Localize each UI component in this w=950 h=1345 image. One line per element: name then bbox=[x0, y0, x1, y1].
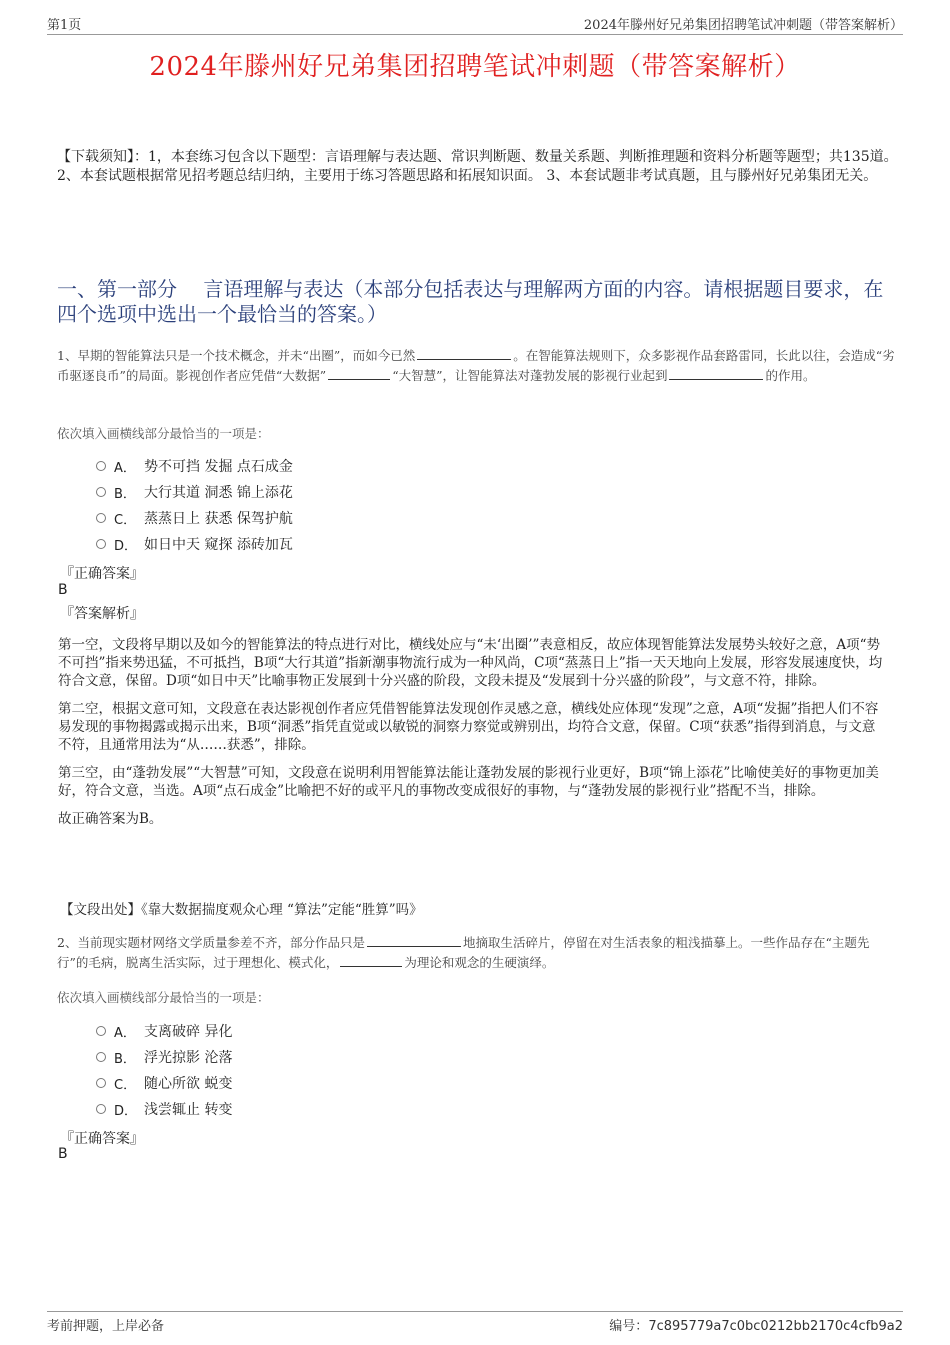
document-title: 2024年滕州好兄弟集团招聘笔试冲刺题（带答案解析） bbox=[149, 52, 801, 82]
analysis-paragraph: 第一空，文段将早期以及如今的智能算法的特点进行对比，横线处应与“未‘出圈’”表意相反，故应体现智能算法发展势头较好之意，A项“势不可挡”指来势迅猛，不可抵挡，B项“大行其道”指新潮事物流行成为一种风尚，C项“蒸蒸日上”指一天天地向上发展，形容发展速度快，均符合文意，保留。D项“如日中天”比喻事物正发展到十分兴盛的阶段，文段未提及“发展到十分兴盛的阶段”，与文意不符，排除。 bbox=[58, 637, 883, 689]
analysis-paragraph: 第二空，根据文意可知，文段意在表达影视创作者应凭借智能算法发现创作灵感之意，横线处应体现“发现”之意，A项“发掘”指把人们不容易发现的事物揭露或揭示出来，B项“洞悉”指凭直觉或以敏锐的洞察力察觉或辨别出，均符合文意，保留。C项“获悉”指得到消息，与文意不符，且通常用法为“从……获悉”，排除。 bbox=[58, 701, 879, 753]
option-a[interactable]: A． 势不可挡 发掘 点石成金 bbox=[96, 453, 293, 479]
question-text: 的作用。 bbox=[765, 368, 816, 383]
section-title: 一、第一部分 言语理解与表达（本部分包括表达与理解两方面的内容。请根据题目要求，在四个选项中选出一个最恰当的答案。） bbox=[57, 277, 884, 326]
question-1-stem bbox=[57, 346, 900, 386]
question-text: 地摘取生活碎片，停留在对生活表象的粗浅描摹上。一些作品存在“主题先行”的毛病，脱离生活实际，过于理想化、模式化， bbox=[57, 935, 870, 970]
radio-icon[interactable] bbox=[96, 461, 106, 471]
page-number: 第1页 bbox=[47, 18, 82, 33]
option-b[interactable]: B． 浮光掠影 沦落 bbox=[96, 1044, 232, 1070]
question-text: 为理论和观念的生硬演绎。 bbox=[404, 955, 555, 970]
option-a[interactable]: A． 支离破碎 异化 bbox=[96, 1018, 232, 1044]
option-c[interactable]: C． 蒸蒸日上 获悉 保驾护航 bbox=[96, 505, 293, 531]
fill-blank bbox=[340, 954, 402, 967]
analysis-paragraph: 第三空，由“蓬勃发展”“大智慧”可知，文段意在说明利用智能算法能让蓬勃发展的影视行业更好，B项“锦上添花”比喻使美好的事物更加美好，符合文意，当选。A项“点石成金”比喻把不好的或平凡的事物改变成很好的事物，与“蓬勃发展的影视行业”搭配不当，排除。 bbox=[58, 765, 879, 799]
fill-blank bbox=[367, 934, 461, 947]
question-text: 。在智能算法规则下，众多影视作品套路雷同，长此以往，会造成“劣币驱逐良币”的局面。影视创作者应凭借“大数据” bbox=[57, 348, 895, 383]
document-code: 编号：7c895779a7c0bc0212bb2170c4cfb9a2 bbox=[609, 1319, 903, 1334]
fill-blank bbox=[328, 367, 390, 380]
radio-icon[interactable] bbox=[96, 1104, 106, 1114]
page-header bbox=[47, 14, 903, 35]
download-notice: 【下载须知】：1，本套练习包含以下题型：言语理解与表达题、常识判断题、数量关系题、判断推理题和资料分析题等题型；共135道。 2、本套试题根据常见招考题总结归纳，主要用于练习答题思路和拓展知识面。 3、本套试题非考试真题，且与滕州好兄弟集团无关。 bbox=[57, 149, 898, 184]
header-doc-title: 2024年滕州好兄弟集团招聘笔试冲刺题（带答案解析） bbox=[583, 18, 903, 33]
analysis-paragraph: 故正确答案为B。 bbox=[58, 811, 163, 827]
option-d[interactable]: D． 浅尝辄止 转变 bbox=[96, 1096, 232, 1122]
footer-slogan: 考前押题，上岸必备 bbox=[47, 1319, 165, 1334]
fill-blank bbox=[669, 367, 763, 380]
question-1-instruction: 依次填入画横线部分最恰当的一项是： bbox=[57, 426, 270, 441]
page-footer bbox=[47, 1311, 903, 1334]
question-text: “大智慧”，让智能算法对蓬勃发展的影视行业起到 bbox=[392, 368, 668, 383]
question-2-instruction: 依次填入画横线部分最恰当的一项是： bbox=[57, 990, 270, 1005]
option-b[interactable]: B． 大行其道 洞悉 锦上添花 bbox=[96, 479, 293, 505]
correct-answer: B bbox=[58, 1146, 68, 1162]
radio-icon[interactable] bbox=[96, 1026, 106, 1036]
option-c[interactable]: C． 随心所欲 蜕变 bbox=[96, 1070, 232, 1096]
question-text: 1、早期的智能算法只是一个技术概念，并未“出圈”，而如今已然 bbox=[57, 348, 416, 363]
correct-answer-label: 『正确答案』 bbox=[60, 1131, 144, 1147]
question-2-stem bbox=[57, 933, 900, 973]
question-1-options bbox=[96, 453, 293, 557]
answer-analysis bbox=[58, 636, 888, 838]
question-2-options bbox=[96, 1018, 232, 1122]
question-text: 2、当前现实题材网络文学质量参差不齐，部分作品只是 bbox=[57, 935, 365, 950]
radio-icon[interactable] bbox=[96, 539, 106, 549]
correct-answer: B bbox=[58, 582, 68, 598]
option-d[interactable]: D． 如日中天 窥探 添砖加瓦 bbox=[96, 531, 293, 557]
radio-icon[interactable] bbox=[96, 1078, 106, 1088]
radio-icon[interactable] bbox=[96, 487, 106, 497]
radio-icon[interactable] bbox=[96, 1052, 106, 1062]
analysis-label: 『答案解析』 bbox=[60, 606, 144, 622]
text-source: 【文段出处】《靠大数据揣度观众心理 “算法”定能“胜算”吗》 bbox=[60, 902, 423, 918]
fill-blank bbox=[417, 347, 511, 360]
correct-answer-label: 『正确答案』 bbox=[60, 566, 144, 582]
radio-icon[interactable] bbox=[96, 513, 106, 523]
